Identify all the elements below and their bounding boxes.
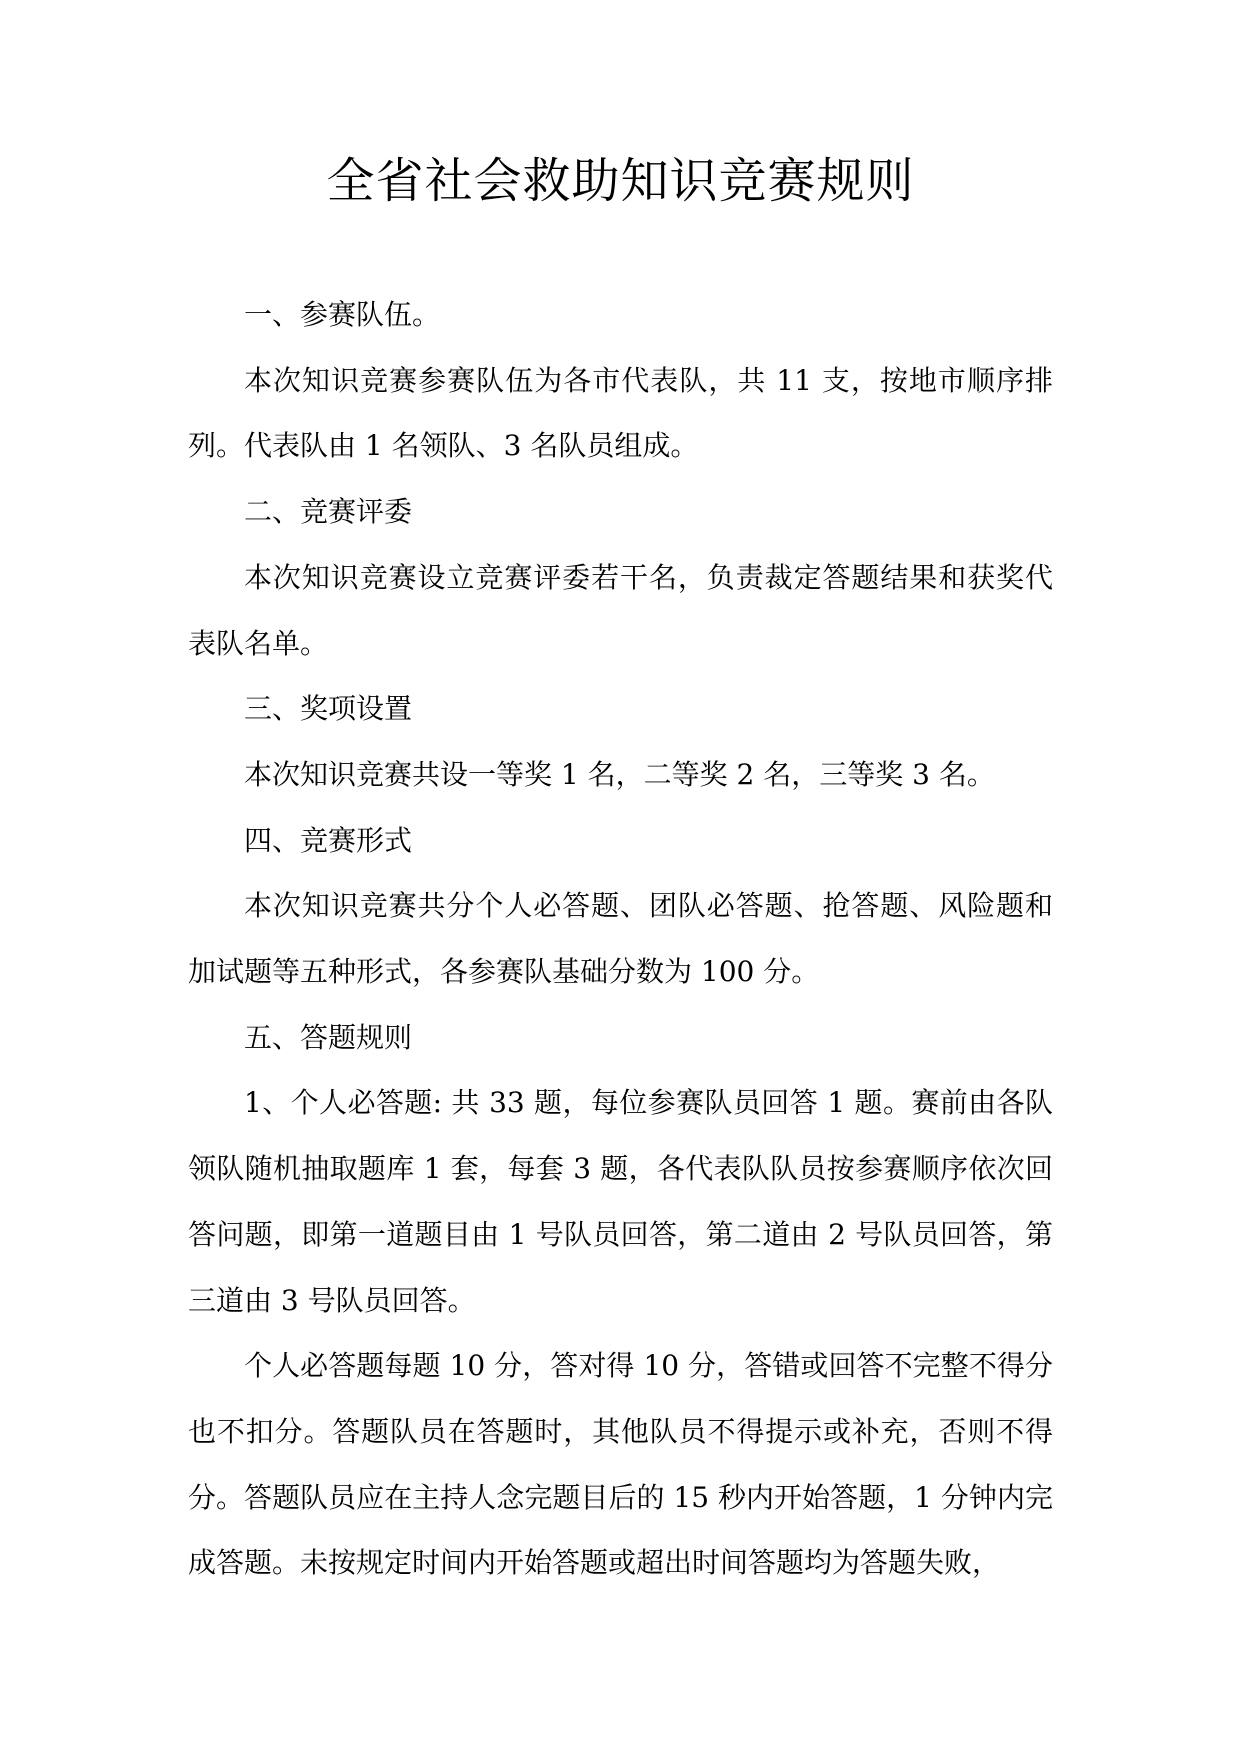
body-paragraph: 本次知识竞赛参赛队伍为各市代表队，共 11 支，按地市顺序排列。代表队由 1 名领队、3 名队员组成。 [188,363,1053,463]
body-paragraph: 本次知识竞赛共分个人必答题、团队必答题、抢答题、风险题和加试题等五种形式，各参赛队基础分数为 100 分。 [188,889,1053,989]
body-paragraph: 本次知识竞赛共设一等奖 1 名，二等奖 2 名，三等奖 3 名。 [244,757,995,791]
body-paragraph: 个人必答题每题 10 分，答对得 10 分，答错或回答不完整不得分也不扣分。答题队员在答题时，其他队员不得提示或补充，否则不得分。答题队员应在主持人念完题目后的 15 秒内开始答题，1 分钟内完成答题。未按规定时间内开始答题或超出时间答题均为答题失败， [188,1349,1053,1580]
body-paragraph: 本次知识竞赛设立竞赛评委若干名，负责裁定答题结果和获奖代表队名单。 [188,560,1053,660]
body-paragraph: 1、个人必答题: 共 33 题，每位参赛队员回答 1 题。赛前由各队领队随机抽取题库 1 套，每套 3 题，各代表队队员按参赛顺序依次回答问题，即第一道题目由 1 号队员回答，第二道由 2 号队员回答，第三道由 3 号队员回答。 [188,1086,1053,1317]
section-heading: 五、答题规则 [244,1020,413,1054]
document-title: 全省社会救助知识竞赛规则 [326,153,915,209]
section-heading: 三、奖项设置 [244,692,413,726]
section-heading: 二、竞赛评委 [244,495,413,529]
document-body [188,282,1053,1596]
section-heading: 四、竞赛形式 [244,823,413,857]
section-heading: 一、参赛队伍。 [244,298,441,331]
